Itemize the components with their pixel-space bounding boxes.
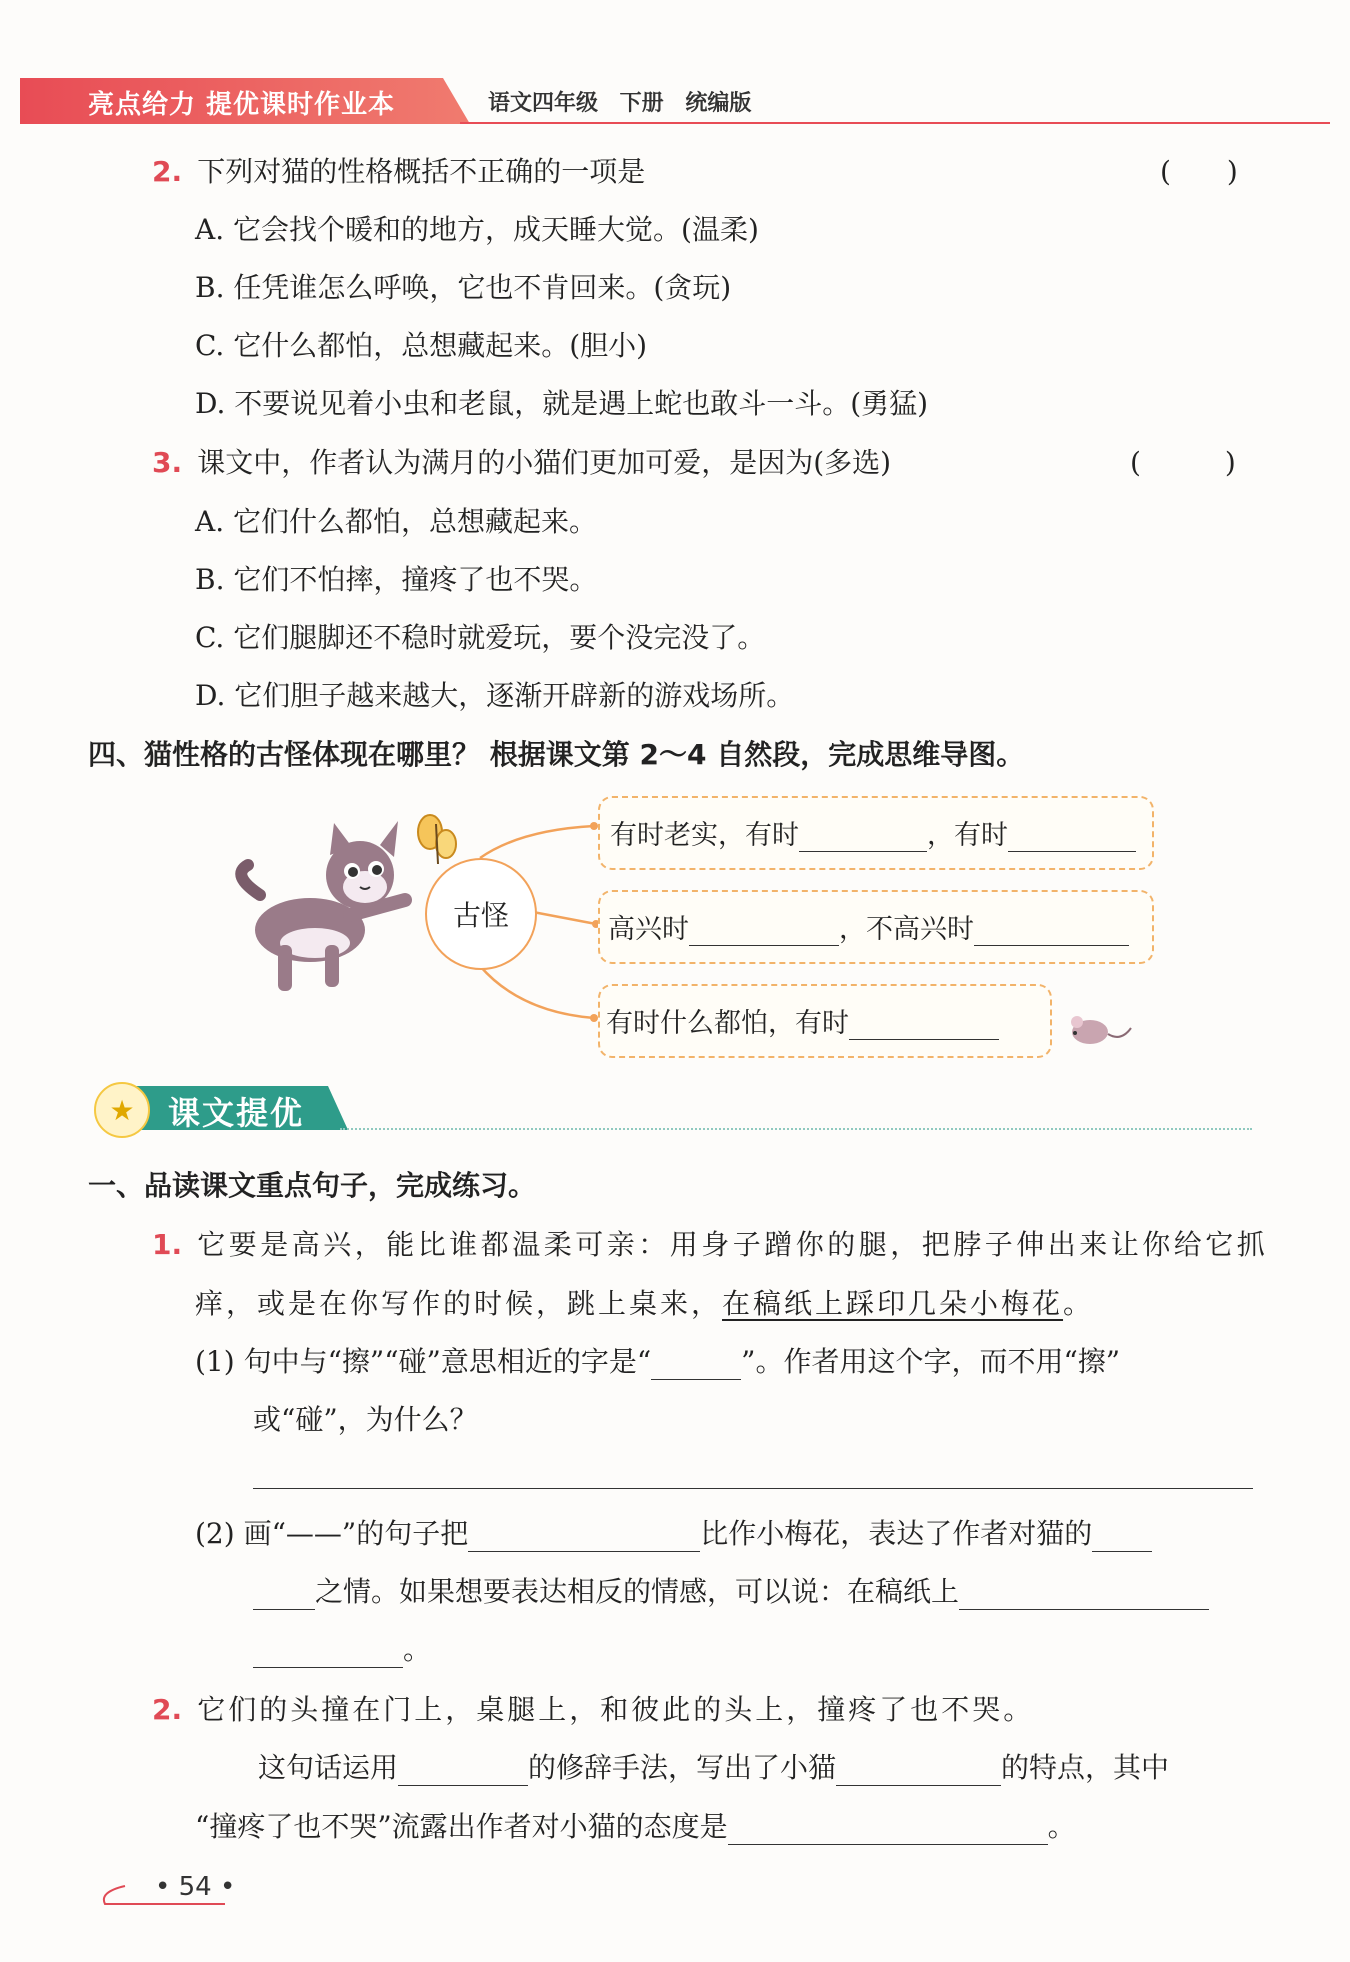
answer-blank[interactable] [253, 1639, 403, 1668]
answer-paren[interactable]: ( ) [1130, 446, 1236, 479]
option-d: D. 它们胆子越来越大，逐渐开辟新的游戏场所。 [195, 679, 795, 712]
box-1-middle: ，有时 [927, 820, 1008, 851]
option-a: A. 它们什么都怕，总想藏起来。 [195, 505, 598, 538]
sub-question-2 [195, 1512, 1152, 1552]
section-title: 课文提优 [168, 1094, 305, 1132]
quote-line: 它们的头撞在门上，桌腿上，和彼此的头上，撞疼了也不哭。 [197, 1693, 1035, 1726]
mindmap-center: 古怪 [425, 858, 537, 970]
answer-blank[interactable] [799, 823, 927, 852]
sub1-text-2: ”。作者用这个字，而不用“擦” [741, 1345, 1121, 1378]
sub2-end: 。 [403, 1633, 432, 1666]
sub-question-1 [195, 1340, 1120, 1380]
answer-blank[interactable] [836, 1757, 1001, 1786]
answer-blank[interactable] [468, 1523, 700, 1552]
cat-illustration [230, 805, 420, 1005]
question-number: 2. [152, 155, 183, 188]
answer-blank[interactable] [253, 1581, 315, 1610]
sub2-text-2: 比作小梅花，表达了作者对猫的 [700, 1517, 1093, 1550]
mindmap-box-2-text [608, 907, 1129, 946]
question-number: 3. [152, 446, 183, 479]
quote-line-2 [195, 1282, 1094, 1322]
option-d: D. 不要说见着小虫和老鼠，就是遇上蛇也敢斗一斗。(勇猛) [195, 387, 929, 420]
ex2-text-3: 的特点，其中 [1001, 1751, 1170, 1784]
book-info: 语文四年级 下册 统编版 [488, 91, 752, 116]
answer-blank[interactable] [398, 1757, 528, 1786]
answer-blank[interactable] [959, 1581, 1209, 1610]
ex2-text-4: “撞疼了也不哭”流露出作者对小猫的态度是 [195, 1810, 728, 1843]
section-heading: 四、猫性格的古怪体现在哪里？ 根据课文第 2～4 自然段，完成思维导图。 [88, 738, 1025, 771]
answer-blank[interactable] [974, 917, 1129, 946]
ex2-text: 这句话运用 [258, 1751, 399, 1784]
trophy-icon: ★ [94, 1082, 150, 1138]
sub2-text: (2) 画“——”的句子把 [195, 1517, 469, 1550]
option-b: B. 它们不怕摔，撞疼了也不哭。 [195, 563, 598, 596]
series-title: 亮点给力 提优课时作业本 [88, 90, 396, 120]
answer-blank[interactable] [1092, 1523, 1152, 1552]
answer-line[interactable] [253, 1488, 1253, 1489]
underlined-sentence: 在稿纸上踩印几朵小梅花 [722, 1287, 1064, 1320]
question-number: 2. [152, 1693, 183, 1726]
banner-divider [340, 1128, 1252, 1130]
box-3-prefix: 有时什么都怕，有时 [606, 1008, 849, 1039]
answer-paren[interactable]: ( ) [1160, 155, 1238, 188]
quote-text: 痒，或是在你写作的时候，跳上桌来， [195, 1287, 723, 1320]
option-c: C. 它们腿脚还不稳时就爱玩，要个没完没了。 [195, 621, 766, 654]
answer-blank[interactable] [728, 1816, 1048, 1845]
mindmap-box-3-text [606, 1001, 999, 1040]
ex2-text-2: 的修辞手法，写出了小猫 [528, 1751, 837, 1784]
quote-end: 。 [1063, 1287, 1095, 1320]
question-number: 1. [152, 1228, 183, 1261]
exercise-2-line-3 [195, 1805, 1076, 1845]
answer-blank[interactable] [689, 917, 839, 946]
page-number: • 54 • [155, 1872, 236, 1902]
option-b: B. 任凭谁怎么呼唤，它也不肯回来。(贪玩) [195, 271, 732, 304]
mouse-icon [1065, 1008, 1135, 1053]
answer-blank[interactable] [1008, 823, 1136, 852]
exercise-1 [152, 1223, 1268, 1263]
box-2-prefix: 高兴时 [608, 914, 689, 945]
option-a: A. 它会找个暖和的地方，成天睡大觉。(温柔) [195, 213, 759, 246]
exercise-2 [152, 1688, 1034, 1728]
sub2-continued [253, 1570, 1209, 1610]
part-heading: 一、品读课文重点句子，完成练习。 [88, 1169, 537, 1202]
butterfly-icon [412, 812, 462, 872]
sub2-text-3: 之情。如果想要表达相反的情感，可以说：在稿纸上 [315, 1575, 960, 1608]
box-2-middle: ，不高兴时 [839, 914, 974, 945]
answer-blank[interactable] [651, 1351, 741, 1380]
ex2-end: 。 [1047, 1810, 1076, 1843]
option-c: C. 它什么都怕，总想藏起来。(胆小) [195, 329, 648, 362]
sub2-final-line [253, 1628, 431, 1668]
exercise-2-line-2 [258, 1746, 1169, 1786]
box-1-prefix: 有时老实，有时 [610, 820, 799, 851]
sub1-continued: 或“碰”，为什么？ [253, 1403, 478, 1436]
mindmap-box-1-text [610, 813, 1136, 852]
sub1-text: (1) 句中与“擦”“碰”意思相近的字是“ [195, 1345, 652, 1378]
quote-line-1: 它要是高兴，能比谁都温柔可亲：用身子蹭你的腿，把脖子伸出来让你给它抓 [197, 1228, 1269, 1261]
question-stem: 下列对猫的性格概括不正确的一项是 [197, 155, 646, 188]
answer-blank[interactable] [849, 1011, 999, 1040]
question-stem: 课文中，作者认为满月的小猫们更加可爱，是因为(多选) [197, 446, 892, 479]
